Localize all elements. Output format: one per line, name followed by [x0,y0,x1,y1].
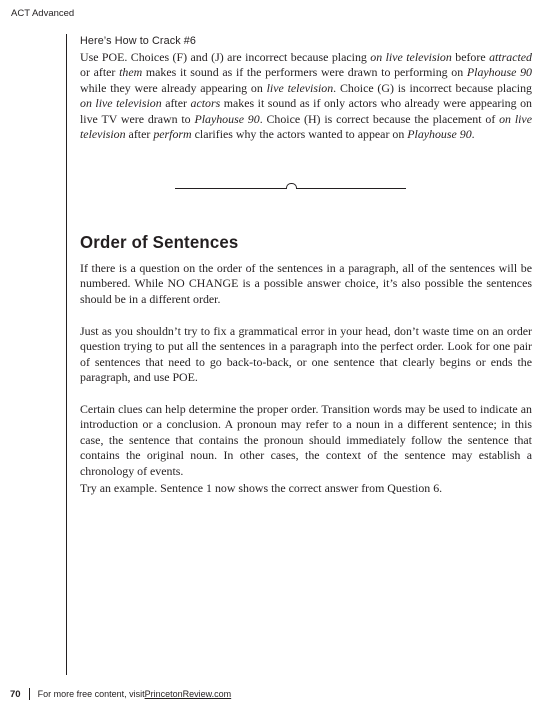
text-run: before [451,50,490,64]
text-run: after [161,96,191,111]
italic-run: actors [190,96,221,111]
page-footer [10,688,231,700]
paragraph-1: If there is a question on the order of the sentences in a paragraph, all of the sentences will be numbered. While NO CHANGE is a possible answer choice, it’s also possible the sentences should be in a different order. [80,261,532,306]
italic-run: perform [153,127,192,142]
italic-run: Playhouse 90 [194,111,260,126]
italic-run: on live television [80,111,532,142]
italic-run: Playhouse 90 [407,127,472,142]
footer-link[interactable]: PrincetonReview.com [144,689,232,699]
text-run: clarifies why the actors wanted to appear on [191,127,408,142]
footer-text: For more free content, visit [37,689,145,699]
text-run: . [471,127,475,142]
footer-separator [29,688,30,700]
italic-run: live television [266,80,334,95]
text-run: while they were already appearing on [80,80,267,95]
running-head: ACT Advanced [11,8,75,19]
left-margin-rule [66,34,67,675]
crack-heading: Here’s How to Crack #6 [80,35,197,47]
italic-run: Playhouse 90 [466,65,532,80]
text-run: Use POE. Choices (F) and (J) are incorrect because placing [80,50,371,64]
text-run: after [125,127,154,142]
divider-ornament [286,183,297,189]
text-run: makes it sound as if the performers were drawn to performing on [142,65,467,80]
italic-run: on live television [370,50,452,64]
italic-run: attracted [489,50,532,64]
text-run: or after [80,65,120,80]
text-run: . Choice (G) is incorrect because placing [333,80,532,95]
italic-run: on live television [80,96,162,111]
section-heading: Order of Sentences [80,232,239,252]
paragraph-4: Try an example. Sentence 1 now shows the correct answer from Question 6. [80,481,443,495]
paragraph-2: Just as you shouldn’t try to fix a grammatical error in your head, don’t waste time on an order question trying to put all the sentences in a paragraph into the perfect order. Look for one pair of sentences that need to go back-to-back, or one sentence that clearly begins or ends the paragraph, and use POE. [80,324,532,385]
paragraph-3: Certain clues can help determine the proper order. Transition words may be used to indicate an introduction or a conclusion. A pronoun may refer to a noun in a different sentence; in this case, the sentence that contains the pronoun should immediately follow the sentence that contains the original noun. In other cases, the context of the sentence may establish a chronology of events. [80,402,532,478]
text-run: makes it sound as if only actors who already were appearing on live TV were drawn to [80,96,532,126]
crack-explanation [80,50,532,142]
page-number: 70 [10,688,21,700]
italic-run: them [119,65,143,80]
text-run: . Choice (H) is correct because the placement of [259,111,500,126]
